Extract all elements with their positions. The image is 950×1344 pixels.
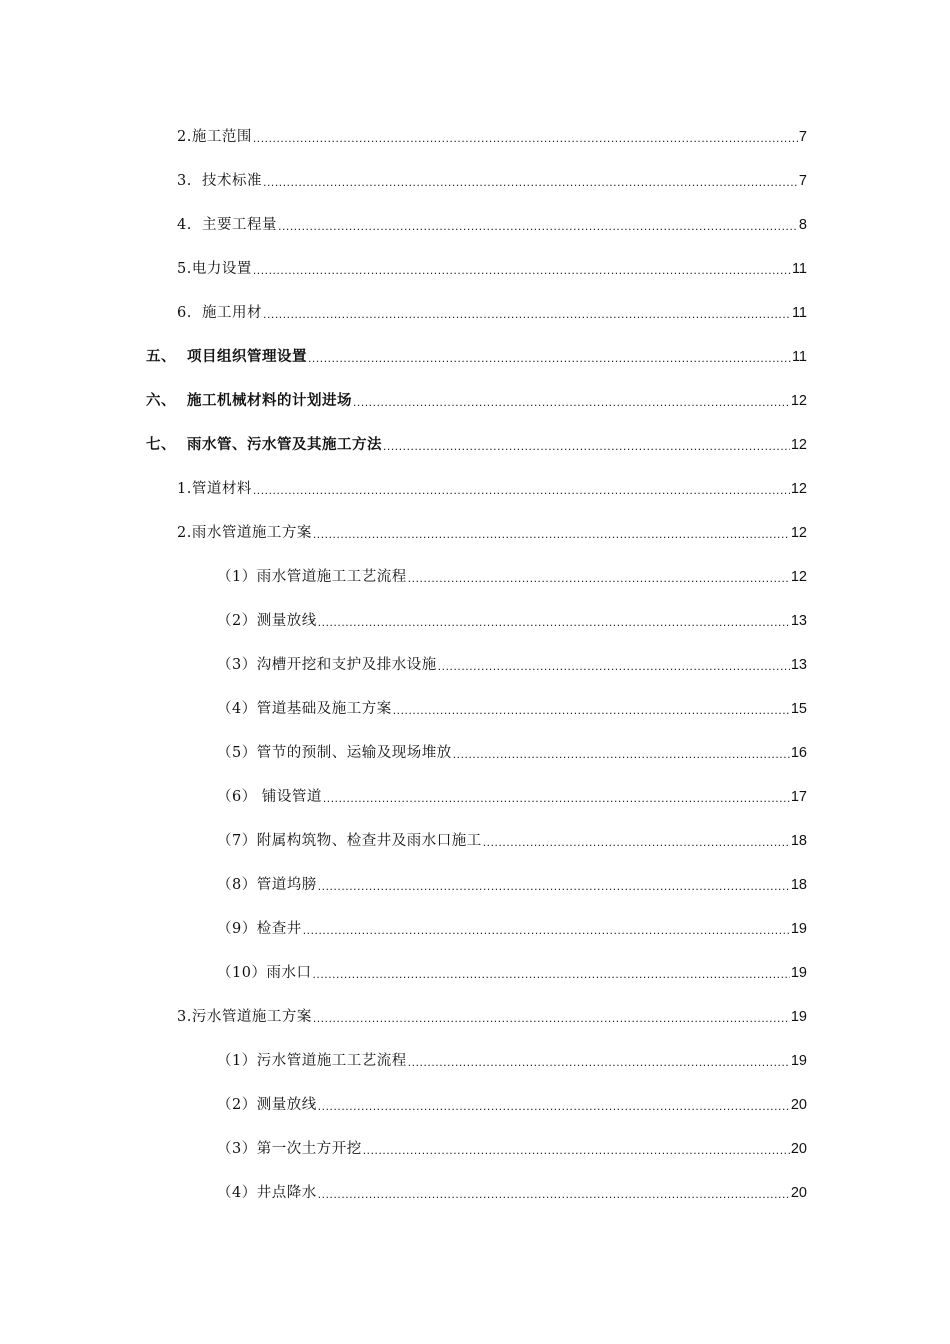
toc-subentry: [217, 743, 807, 763]
toc-subentry: [217, 963, 807, 983]
toc-page-number: 17: [790, 789, 807, 805]
toc-entry-title: 5.电力设置: [177, 261, 252, 277]
toc-page-number: 20: [790, 1097, 807, 1113]
toc-page-number: 12: [790, 525, 807, 541]
dot-leader: [453, 745, 790, 763]
toc-entry-title: （2）测量放线: [217, 1097, 317, 1113]
toc-page-number: 18: [790, 833, 807, 849]
toc-entry-title: （6） 铺设管道: [217, 789, 322, 805]
toc-page-number: 20: [790, 1185, 807, 1201]
toc-page-number: 18: [790, 877, 807, 893]
dot-leader: [408, 1053, 790, 1071]
dot-leader: [263, 305, 791, 323]
dot-leader: [313, 525, 790, 543]
toc-page-number: 13: [790, 613, 807, 629]
toc-page-number: 19: [790, 921, 807, 937]
dot-leader: [408, 569, 790, 587]
toc-entry-title: 3.污水管道施工方案: [177, 1009, 312, 1025]
toc-page-number: 11: [791, 261, 807, 277]
toc-page-number: 19: [790, 1009, 807, 1025]
toc-page-number: 11: [791, 349, 807, 365]
toc-subentry: [217, 1095, 807, 1115]
toc-subentry: [217, 919, 807, 939]
toc-entry-title: （3）沟槽开挖和支护及排水设施: [217, 657, 437, 673]
toc-page-number: 19: [790, 965, 807, 981]
toc-entry-title: （8）管道坞膀: [217, 877, 317, 893]
dot-leader: [253, 261, 791, 279]
toc-entry-title: （4）井点降水: [217, 1185, 317, 1201]
dot-leader: [383, 437, 790, 455]
toc-entry-title: （4）管道基础及施工方案: [217, 701, 392, 717]
toc-page-number: 11: [791, 305, 807, 321]
toc-entry: [177, 479, 807, 499]
dot-leader: [263, 173, 798, 191]
toc-entry-title: 3. 技术标准: [177, 173, 263, 189]
toc-entry-title: 2.雨水管道施工方案: [177, 525, 312, 541]
toc-page-number: 12: [790, 481, 807, 497]
dot-leader: [353, 393, 790, 411]
chapter-number: 五、: [146, 348, 176, 365]
toc-page-number: 13: [790, 657, 807, 673]
toc-entry-title: （7）附属构筑物、检查井及雨水口施工: [217, 833, 482, 849]
toc-page-number: 7: [798, 173, 807, 189]
toc-entry-title: （9）检查井: [217, 921, 302, 937]
toc-entry-title: （1）污水管道施工工艺流程: [217, 1053, 407, 1069]
dot-leader: [318, 877, 790, 895]
toc-subentry: [217, 655, 807, 675]
dot-leader: [318, 613, 790, 631]
toc-subentry: [217, 611, 807, 631]
toc-entry: [177, 215, 807, 235]
toc-page-number: 16: [790, 745, 807, 761]
toc-chapter-entry: [146, 347, 807, 367]
dot-leader: [438, 657, 790, 675]
toc-subentry: [217, 1139, 807, 1159]
toc-entry-title: （2）测量放线: [217, 613, 317, 629]
toc-subentry: [217, 1183, 807, 1203]
toc-page-number: 15: [790, 701, 807, 717]
toc-chapter-entry: [146, 391, 807, 411]
toc-page-number: 12: [790, 569, 807, 585]
toc-subentry: [217, 787, 807, 807]
dot-leader: [318, 1185, 790, 1203]
toc-entry: [177, 523, 807, 543]
toc-entry: [177, 303, 807, 323]
dot-leader: [303, 921, 790, 939]
dot-leader: [323, 789, 790, 807]
toc-subentry: [217, 1051, 807, 1071]
toc-entry-title: （10）雨水口: [217, 965, 312, 981]
toc-entry-title: 4. 主要工程量: [177, 217, 278, 233]
toc-entry: [177, 259, 807, 279]
chapter-number: 六、: [146, 392, 176, 409]
chapter-number: 七、: [146, 436, 176, 453]
toc-page-number: 7: [798, 129, 807, 145]
dot-leader: [253, 129, 798, 147]
toc-entry-title: 1.管道材料: [177, 481, 252, 497]
toc-entry-title: [146, 347, 307, 367]
dot-leader: [308, 349, 791, 367]
toc-subentry: [217, 699, 807, 719]
dot-leader: [313, 1009, 790, 1027]
toc-entry-title: 2.施工范围: [177, 129, 252, 145]
dot-leader: [318, 1097, 790, 1115]
toc-subentry: [217, 567, 807, 587]
dot-leader: [253, 481, 790, 499]
toc-page-number: 20: [790, 1141, 807, 1157]
toc-page-number: 12: [790, 393, 807, 409]
toc-subentry: [217, 875, 807, 895]
toc-entry-title: [146, 391, 352, 411]
toc-entry-title: （5）管节的预制、运输及现场堆放: [217, 745, 452, 761]
dot-leader: [363, 1141, 790, 1159]
toc-page-number: 8: [798, 217, 807, 233]
dot-leader: [483, 833, 790, 851]
toc-entry: [177, 171, 807, 191]
toc-subentry: [217, 831, 807, 851]
toc-entry-title: [146, 435, 382, 455]
toc-entry: [177, 127, 807, 147]
toc-chapter-entry: [146, 435, 807, 455]
toc-page-number: 12: [790, 437, 807, 453]
dot-leader: [278, 217, 798, 235]
chapter-title: 雨水管、污水管及其施工方法: [187, 436, 382, 453]
dot-leader: [312, 965, 789, 983]
chapter-title: 项目组织管理设置: [187, 348, 307, 365]
toc-entry: [177, 1007, 807, 1027]
toc-entry-title: （3）第一次土方开挖: [217, 1141, 362, 1157]
chapter-title: 施工机械材料的计划进场: [187, 392, 352, 409]
dot-leader: [393, 701, 790, 719]
toc-page-number: 19: [790, 1053, 807, 1069]
toc-entry-title: （1）雨水管道施工工艺流程: [217, 569, 407, 585]
toc-entry-title: 6. 施工用材: [177, 305, 263, 321]
